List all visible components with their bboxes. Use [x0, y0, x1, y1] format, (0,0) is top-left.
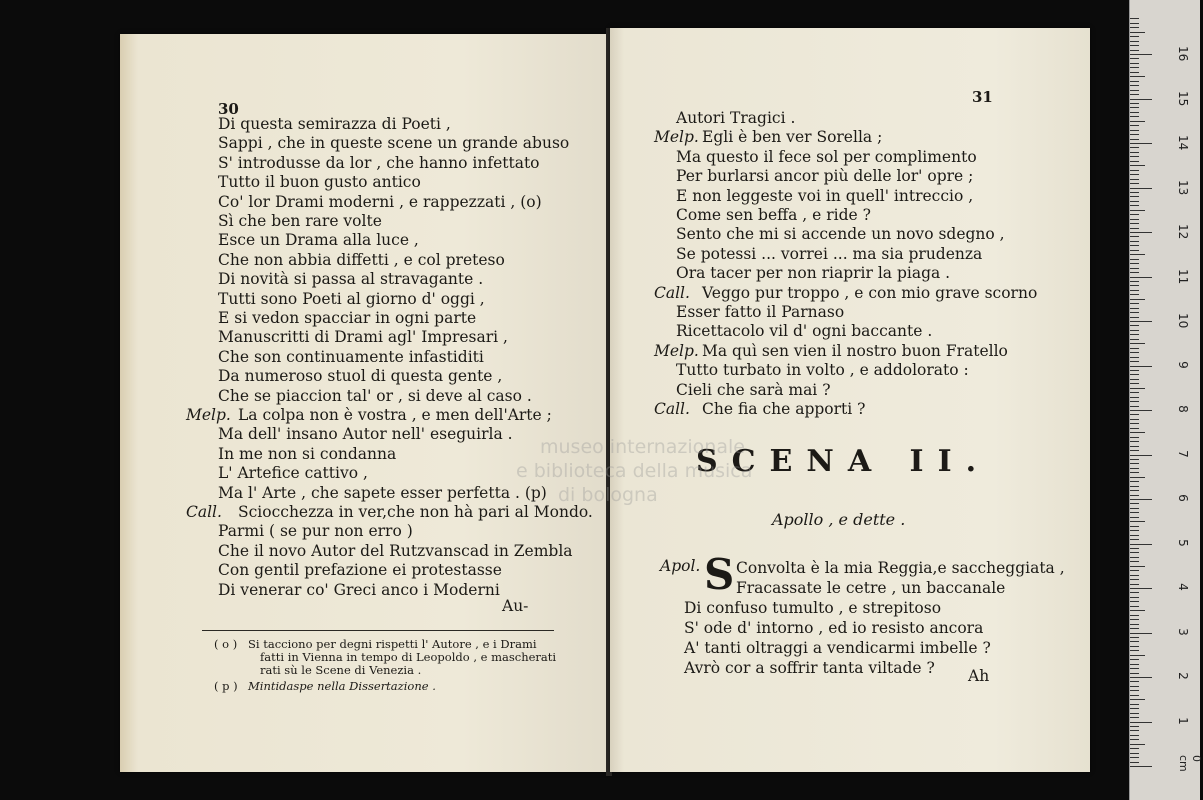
ruler-tick [1130, 410, 1152, 411]
ruler-tick [1130, 637, 1139, 638]
ruler-tick [1130, 174, 1139, 175]
speaker-label: Apol. [660, 557, 701, 575]
page-number: 31 [972, 88, 993, 106]
ruler-tick [1130, 308, 1139, 309]
ruler-tick [1130, 686, 1139, 687]
ruler-tick [1130, 223, 1139, 224]
ruler-tick [1130, 130, 1139, 131]
verse-line: Di novità si passa al stravagante . [218, 270, 484, 289]
ruler-number: 10 [1176, 313, 1190, 329]
ruler-tick [1130, 681, 1139, 682]
ruler-tick [1130, 419, 1139, 420]
ruler-tick [1130, 67, 1139, 68]
ruler-tick [1130, 63, 1139, 64]
footnote-mark: ( o ) [214, 637, 238, 651]
ruler-tick [1130, 762, 1139, 763]
ruler-tick [1130, 50, 1139, 51]
ruler-tick [1130, 717, 1139, 718]
verse-line: Tutto turbato in volto , e addolorato : [676, 361, 969, 380]
ruler-tick [1130, 348, 1139, 349]
verse-line: Di confuso tumulto , e strepitoso [684, 599, 942, 617]
ruler-tick [1130, 27, 1139, 28]
ruler-tick [1130, 584, 1139, 585]
ruler-number: 2 [1176, 672, 1190, 680]
ruler-tick [1130, 508, 1139, 509]
ruler-tick [1130, 561, 1139, 562]
ruler-tick [1130, 615, 1139, 616]
verse-line: Ma dell' insano Autor nell' eseguirla . [218, 425, 513, 444]
footnote-line: fatti in Vienna in tempo di Leopoldo , e mascherati [260, 650, 557, 664]
ruler-tick [1130, 557, 1139, 558]
ruler-tick [1130, 748, 1139, 749]
measuring-ruler [1129, 0, 1203, 800]
ruler-tick [1130, 179, 1139, 180]
verse-line: La colpa non è vostra , e men dell'Arte ; [238, 406, 552, 424]
ruler-number: 7 [1176, 449, 1190, 458]
ruler-tick [1130, 125, 1139, 126]
ruler-tick [1130, 628, 1139, 629]
ruler-tick [1130, 432, 1145, 433]
verse-line: Parmi ( se pur non erro ) [218, 522, 413, 541]
ruler-number: 5 [1176, 538, 1190, 547]
ruler-tick [1130, 352, 1139, 353]
ruler-tick [1130, 414, 1139, 415]
ruler-tick [1130, 624, 1139, 625]
ruler-tick [1130, 726, 1139, 727]
ruler-tick [1130, 90, 1139, 91]
ruler-tick [1130, 321, 1152, 322]
ruler-tick [1130, 477, 1145, 478]
ruler-tick [1130, 107, 1139, 108]
ruler-tick [1130, 294, 1139, 295]
ruler-tick [1130, 232, 1152, 233]
ruler-tick [1130, 641, 1139, 642]
verse-line: Avrò cor a soffrir tanta viltade ? [684, 659, 935, 677]
ruler-number: 1 [1176, 716, 1190, 725]
ruler-tick [1130, 601, 1139, 602]
ruler-tick [1130, 281, 1139, 282]
ruler-tick [1130, 112, 1139, 113]
page-number: 30 [218, 100, 239, 118]
verse-line: Che fia che apporti ? [702, 400, 866, 418]
ruler-tick [1130, 619, 1139, 620]
ruler-tick [1130, 677, 1152, 678]
ruler-tick [1130, 245, 1139, 246]
speaker-label: Melp. [186, 406, 231, 424]
ruler-tick [1130, 486, 1139, 487]
ruler-tick [1130, 592, 1139, 593]
ruler-tick [1130, 704, 1139, 705]
ruler-tick [1130, 539, 1139, 540]
ruler-tick [1130, 254, 1145, 255]
verse-line: Che il novo Autor del Rutzvanscad in Zembla [218, 541, 573, 560]
ruler-tick [1130, 406, 1139, 407]
speaker-label: Melp. [654, 128, 699, 147]
ruler-tick [1130, 170, 1139, 171]
ruler-number: 3 [1176, 627, 1190, 636]
ruler-tick [1130, 606, 1139, 607]
ruler-tick [1130, 757, 1139, 758]
ruler-tick [1130, 673, 1139, 674]
ruler-number: 14 [1176, 135, 1190, 151]
verse-line: Ma quì sen vien il nostro buon Fratello [702, 341, 1008, 360]
ruler-tick [1130, 58, 1139, 59]
ruler-tick [1130, 32, 1145, 33]
ruler-tick [1130, 463, 1139, 464]
ruler-tick [1130, 285, 1139, 286]
ruler-tick [1130, 76, 1145, 77]
ruler-tick [1130, 277, 1152, 278]
ruler-tick [1130, 259, 1139, 260]
footnote-rule [202, 630, 554, 631]
verse-line: Egli è ben ver Sorella ; [702, 128, 883, 147]
speaker-label: Melp. [654, 341, 699, 360]
ruler-tick [1130, 548, 1139, 549]
ruler-tick [1130, 152, 1139, 153]
ruler-number: 4 [1176, 583, 1190, 591]
ruler-tick [1130, 695, 1139, 696]
verse-line: S' introdusse da lor , che hanno infettato [218, 153, 540, 172]
ruler-tick [1130, 655, 1145, 656]
ruler-tick [1130, 544, 1152, 545]
ruler-tick [1130, 495, 1139, 496]
ruler-tick [1130, 570, 1139, 571]
verse-line: A' tanti oltraggi a vendicarmi imbelle ? [684, 639, 991, 657]
verse-line: Sì che ben rare volte [218, 212, 382, 230]
ruler-tick [1130, 303, 1139, 304]
ruler-tick [1130, 472, 1139, 473]
ruler-tick [1130, 659, 1139, 660]
verse-line: Veggo pur troppo , e con mio grave scorno [702, 283, 1038, 302]
ruler-tick [1130, 134, 1139, 135]
ruler-tick [1130, 766, 1152, 767]
ruler-tick [1130, 214, 1139, 215]
ruler-tick [1130, 401, 1139, 402]
ruler-number: 8 [1176, 405, 1190, 413]
catchword: Ah [968, 667, 990, 685]
footnote-line: rati sù le Scene di Venezia . [260, 663, 422, 677]
verse-line: Ma questo il fece sol per complimento [676, 147, 977, 166]
ruler-tick [1130, 370, 1139, 371]
ruler-tick [1130, 299, 1145, 300]
ruler-tick [1130, 192, 1139, 193]
ruler-tick [1130, 250, 1139, 251]
ruler-tick [1130, 339, 1139, 340]
ruler-tick [1130, 423, 1139, 424]
verse-line: Sento che mi si accende un novo sdegno , [676, 225, 1005, 244]
ruler-tick [1130, 455, 1152, 456]
verse-line: Da numeroso stuol di questa gente , [218, 367, 503, 386]
ruler-tick [1130, 143, 1152, 144]
ruler-tick [1130, 459, 1139, 460]
ruler-tick [1130, 268, 1139, 269]
verse-line: Ma l' Arte , che sapete esser perfetta . (p) [218, 483, 547, 502]
verse-line: Sciocchezza in ver,che non hà pari al Mondo. [238, 503, 593, 521]
left-page [120, 34, 608, 772]
ruler-tick [1130, 739, 1139, 740]
ruler-tick [1130, 441, 1139, 442]
ruler-tick [1130, 161, 1139, 162]
ruler-tick [1130, 713, 1139, 714]
ruler-number: 12 [1176, 224, 1190, 240]
speaker-label: Call. [654, 400, 690, 418]
ruler-tick [1130, 103, 1139, 104]
verse-line: Di venerar co' Greci anco i Moderni [218, 580, 500, 599]
ruler-tick [1130, 526, 1139, 527]
ruler-tick [1130, 722, 1152, 723]
verse-line: Autori Tragici . [676, 109, 796, 127]
ruler-tick [1130, 343, 1145, 344]
ruler-tick [1130, 334, 1139, 335]
ruler-tick [1130, 735, 1139, 736]
speaker-label: Call. [654, 283, 690, 302]
verse-line: L' Artefice cattivo , [218, 464, 368, 483]
ruler-tick [1130, 708, 1139, 709]
ruler-tick [1130, 228, 1139, 229]
ruler-tick [1130, 575, 1139, 576]
ruler-tick [1130, 521, 1145, 522]
ruler-tick [1130, 610, 1145, 611]
ruler-tick [1130, 357, 1139, 358]
ruler-tick [1130, 566, 1145, 567]
ruler-tick [1130, 650, 1139, 651]
ruler-number: 16 [1176, 46, 1190, 62]
ruler-tick [1130, 428, 1139, 429]
ruler-tick [1130, 699, 1145, 700]
ruler-tick [1130, 579, 1139, 580]
watermark-line: e biblioteca della musica [516, 460, 753, 482]
scene-heading: SCENA II. [696, 444, 991, 479]
verse-line: Come sen beffa , e ride ? [676, 206, 871, 224]
ruler-tick [1130, 219, 1139, 220]
ruler-tick [1130, 388, 1145, 389]
ruler-tick [1130, 450, 1139, 451]
verse-line: Manuscritti di Drami agl' Impresari , [218, 328, 508, 347]
ruler-tick [1130, 41, 1139, 42]
ruler-unit-label: 0 cm [1177, 755, 1203, 772]
verse-line: Convolta è la mia Reggia,e saccheggiata , [736, 559, 1065, 577]
verse-line: Cieli che sarà mai ? [676, 380, 831, 399]
ruler-number: 15 [1176, 90, 1190, 106]
footnote-mark: ( p ) [214, 679, 238, 693]
ruler-tick [1130, 188, 1152, 189]
ruler-tick [1130, 81, 1139, 82]
stage-direction: Apollo , e dette . [772, 510, 906, 529]
verse-line: E non leggeste voi in quell' intreccio , [676, 186, 974, 205]
right-page [610, 28, 1090, 772]
verse-line: Che son continuamente infastiditi [218, 347, 484, 366]
ruler-tick [1130, 312, 1139, 313]
catchword: Au- [502, 597, 529, 615]
ruler-tick [1130, 94, 1139, 95]
ruler-tick [1130, 45, 1139, 46]
ruler-tick [1130, 121, 1145, 122]
verse-line: Sappi , che in queste scene un grande abuso [218, 134, 570, 153]
ruler-tick [1130, 646, 1139, 647]
verse-line: Tutti sono Poeti al giorno d' oggi , [218, 289, 485, 308]
ruler-tick [1130, 690, 1139, 691]
footnote-line: Si tacciono per degni rispetti l' Autore , e i Drami [248, 637, 537, 651]
ruler-tick [1130, 205, 1139, 206]
watermark-line: museo internazionale [540, 436, 745, 458]
ruler-tick [1130, 633, 1152, 634]
ruler-tick [1130, 196, 1139, 197]
ruler-tick [1130, 664, 1139, 665]
verse-line: Se potessi ... vorrei ... ma sia prudenza [676, 244, 983, 263]
ruler-tick [1130, 366, 1152, 367]
ruler-tick [1130, 481, 1139, 482]
ruler-tick [1130, 139, 1139, 140]
ruler-tick [1130, 535, 1139, 536]
verse-line: Per burlarsi ancor più delle lor' opre ; [676, 167, 974, 186]
ruler-tick [1130, 165, 1145, 166]
ruler-tick [1130, 597, 1139, 598]
ruler-tick [1130, 241, 1139, 242]
ruler-tick [1130, 116, 1139, 117]
ruler-tick [1130, 236, 1139, 237]
verse-line: Esser fatto il Parnaso [676, 303, 845, 321]
ruler-tick [1130, 201, 1139, 202]
ruler-tick [1130, 263, 1139, 264]
ruler-number: 11 [1176, 268, 1190, 284]
verse-line: Con gentil prefazione ei protestasse [218, 561, 502, 580]
speaker-label: Call. [186, 503, 222, 521]
ruler-tick [1130, 18, 1139, 19]
ruler-tick [1130, 437, 1139, 438]
ruler-tick [1130, 517, 1139, 518]
ruler-tick [1130, 530, 1139, 531]
ruler-tick [1130, 668, 1139, 669]
ruler-tick [1130, 503, 1139, 504]
ruler-tick [1130, 730, 1139, 731]
ruler-tick [1130, 383, 1139, 384]
ruler-tick [1130, 147, 1139, 148]
ruler-tick [1130, 490, 1139, 491]
verse-line: Ora tacer per non riaprir la piaga . [676, 264, 951, 283]
ruler-tick [1130, 744, 1145, 745]
ruler-tick [1130, 54, 1152, 55]
watermark-line: di bologna [558, 484, 658, 506]
ruler-tick [1130, 468, 1139, 469]
ruler-number: 6 [1176, 494, 1190, 502]
verse-line: Di questa semirazza di Poeti , [218, 115, 451, 133]
ruler-tick [1130, 272, 1139, 273]
ruler-tick [1130, 397, 1139, 398]
ruler-tick [1130, 361, 1139, 362]
ruler-tick [1130, 317, 1139, 318]
ruler-tick [1130, 290, 1139, 291]
verse-line: In me non si condanna [218, 444, 397, 463]
ruler-tick [1130, 330, 1139, 331]
ruler-number: 13 [1176, 179, 1190, 195]
verse-line: Che se piaccion tal' or , si deve al caso . [218, 386, 532, 405]
ruler-tick [1130, 85, 1139, 86]
verse-line: Esce un Drama alla luce , [218, 231, 419, 250]
ruler-tick [1130, 499, 1152, 500]
ruler-tick [1130, 99, 1152, 100]
verse-line: Ricettacolo vil d' ogni baccante . [676, 322, 933, 341]
ruler-tick [1130, 374, 1139, 375]
drop-cap: S [704, 550, 735, 599]
ruler-tick [1130, 588, 1152, 589]
ruler-tick [1130, 753, 1139, 754]
ruler-tick [1130, 23, 1139, 24]
ruler-tick [1130, 325, 1139, 326]
verse-line: Fracassate le cetre , un baccanale [736, 579, 1006, 597]
ruler-number: 9 [1176, 360, 1190, 369]
ruler-tick [1130, 183, 1139, 184]
ruler-tick [1130, 379, 1139, 380]
verse-line: Co' lor Drami moderni , e rappezzati , (o) [218, 192, 542, 211]
verse-line: S' ode d' intorno , ed io resisto ancora [684, 619, 984, 637]
ruler-tick [1130, 552, 1139, 553]
open-book [112, 28, 1102, 776]
ruler-tick [1130, 512, 1139, 513]
ruler-tick [1130, 72, 1139, 73]
ruler-tick [1130, 392, 1139, 393]
verse-line: E si vedon spacciar in ogni parte [218, 309, 477, 327]
verse-line: Che non abbia diffetti , e col preteso [218, 250, 505, 269]
ruler-tick [1130, 36, 1139, 37]
ruler-tick [1130, 210, 1145, 211]
ruler-tick [1130, 446, 1139, 447]
ruler-tick [1130, 156, 1139, 157]
verse-line: Tutto il buon gusto antico [218, 173, 421, 192]
footnote-line: Mintidaspe nella Dissertazione . [248, 679, 436, 693]
